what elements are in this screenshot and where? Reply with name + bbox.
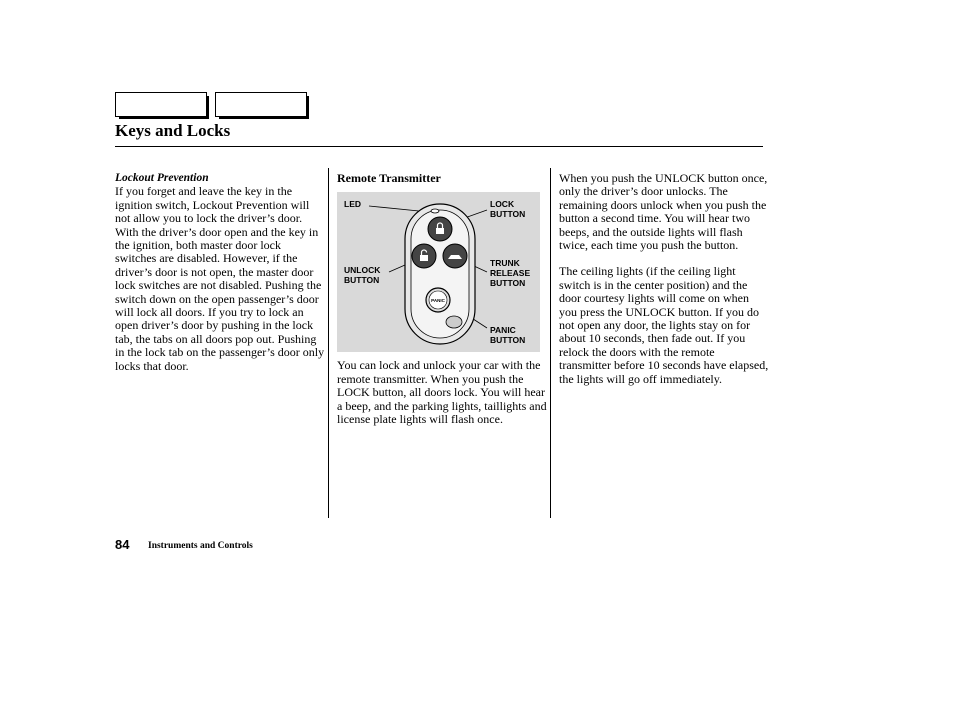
led-label: LED [344,199,361,209]
previous-page-nav-box[interactable] [115,92,207,117]
unlock-paragraph-2: The ceiling lights (if the ceiling light switch is in the center position) and the door courtesy lights will come on when you press the UNLOCK button. If you do not open any door, the lights stay on for about 10 seconds, then fade out. If you relock the doors with the remote transmitter before 10 seconds have elapsed, the lights will go off immediately. [559,264,769,386]
column-lockout-prevention [115,172,325,373]
next-page-nav-box[interactable] [215,92,307,117]
lockout-prevention-paragraph: If you forget and leave the key in the ignition switch, Lockout Prevention will not allow you to lock the driver’s door. With the driver’s door open and the key in the ignition, both master door lock switches are disabled. However, if the driver’s door is not open, the master door lock switches are not disabled. Pushing the switch down on the open passenger’s door will lock all doors. If you try to lock an open driver’s door by pushing in the lock tab, the tabs on all doors pop out. Pushing in the lock tab on the passenger’s door only locks that door. [115,184,325,373]
panic-key-glyph: PANIC [431,298,445,303]
panic-button-label: PANIC BUTTON [490,325,526,345]
remote-transmitter-heading: Remote Transmitter [337,171,441,185]
page-title: Keys and Locks [115,121,231,140]
page-number: 84 [115,537,130,552]
unlock-button-label: UNLOCK BUTTON [344,265,381,285]
title-divider [115,146,763,147]
lockout-prevention-heading: Lockout Prevention [115,172,209,184]
remote-transmitter-illustration [337,192,540,352]
column-unlock-details [559,172,769,386]
column-divider-1 [328,168,329,518]
remote-transmitter-paragraph: You can lock and unlock your car with the remote transmitter. When you push the LOCK button, all doors lock. You will hear a beep, and the parking lights, taillights and license plate lights will flash once. [337,358,547,427]
trunk-release-button-label: TRUNK RELEASE BUTTON [490,258,531,288]
column-divider-2 [550,168,551,518]
lock-button-label: LOCK BUTTON [490,199,526,219]
unlock-paragraph-1: When you push the UNLOCK button once, only the driver’s door unlocks. The remaining doors unlock when you push the button a second time. You will hear two beeps, and the outside lights will flash twice, each time you push the button. [559,171,768,253]
section-name: Instruments and Controls [148,541,253,551]
